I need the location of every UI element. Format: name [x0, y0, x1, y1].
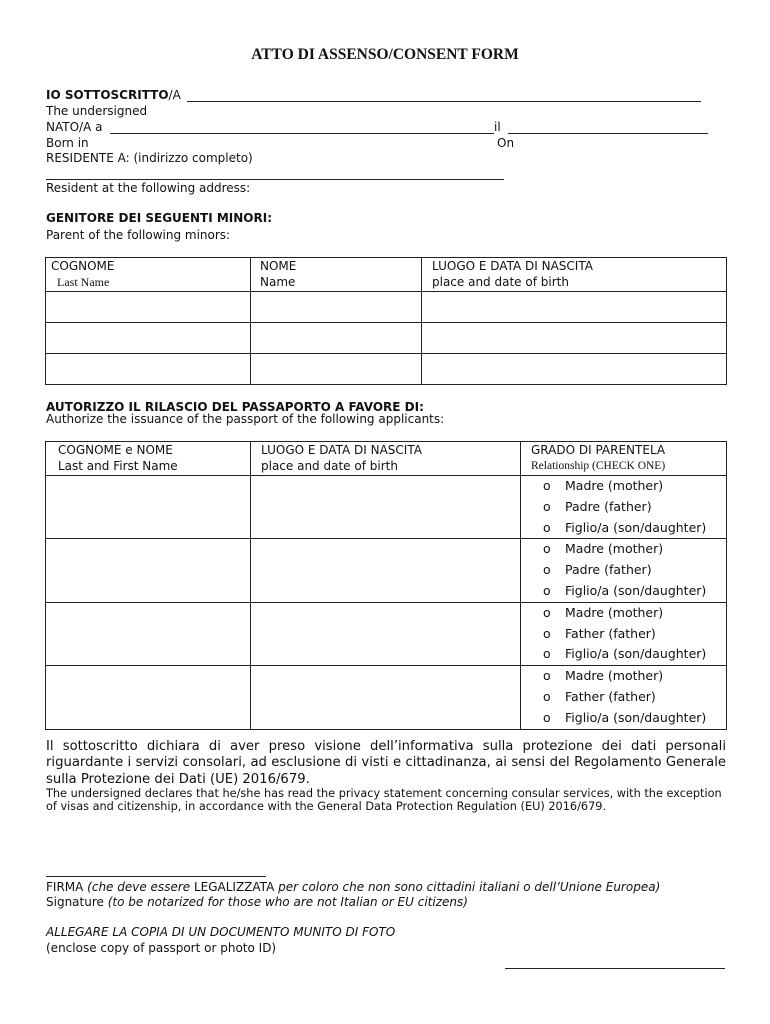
minors-heading-en: Parent of the following minors:: [46, 228, 231, 242]
applicants-col-birth: [251, 442, 521, 476]
applicant-birth-cell[interactable]: [251, 476, 521, 539]
sig-note-a: (to be notarized: [107, 895, 208, 909]
option-label: Figlio/a (son/daughter): [565, 582, 707, 598]
col-label-en: Name: [260, 275, 296, 289]
checkbox-circle-icon[interactable]: o: [543, 541, 551, 557]
date-place-field[interactable]: [505, 968, 725, 969]
option-mother[interactable]: [521, 603, 726, 624]
option-label: Madre (mother): [565, 668, 664, 684]
firma-note-b: per coloro che non sono cittadini italiani o dell’Unione Europea): [274, 880, 661, 894]
applicants-heading-en: Authorize the issuance of the passport of the following applicants:: [46, 412, 445, 426]
option-label: Madre (mother): [565, 541, 664, 557]
checkbox-circle-icon[interactable]: o: [543, 668, 551, 684]
option-child[interactable]: [521, 518, 726, 539]
applicant-row: [46, 602, 727, 665]
minors-col-birth: [422, 258, 727, 292]
col-label-it: GRADO DI PARENTELA: [531, 443, 666, 457]
firma-note-a: (che deve essere: [87, 880, 194, 894]
il-label: il: [494, 120, 501, 134]
signature-field[interactable]: [46, 876, 266, 877]
undersigned-en: The undersigned: [46, 104, 148, 118]
applicants-heading: AUTORIZZO IL RILASCIO DEL PASSAPORTO A FAVORE DI:: [46, 400, 424, 414]
option-mother[interactable]: [521, 539, 726, 560]
checkbox-circle-icon[interactable]: o: [543, 625, 551, 641]
col-label-it: COGNOME e NOME: [58, 443, 173, 457]
enclose-label: (enclose copy of passport or photo ID): [46, 941, 277, 955]
allegare-label: [46, 925, 395, 940]
signature-label: Signature: [46, 895, 104, 909]
checkbox-circle-icon[interactable]: o: [543, 562, 551, 578]
minors-heading: GENITORE DEI SEGUENTI MINORI:: [46, 211, 273, 225]
minor-name-cell[interactable]: [251, 354, 422, 385]
undersigned-name-field[interactable]: [187, 101, 701, 102]
minors-col-name: [251, 258, 422, 292]
option-father[interactable]: [521, 687, 726, 708]
residente-label: RESIDENTE A: (indirizzo completo): [46, 151, 253, 165]
option-label: Padre (father): [565, 498, 652, 514]
option-label: Figlio/a (son/daughter): [565, 519, 707, 535]
relationship-cell: [521, 539, 727, 602]
minor-row: [46, 292, 727, 323]
minor-row: [46, 323, 727, 354]
applicants-col-name: [46, 442, 251, 476]
minors-header-row: [46, 258, 727, 292]
relationship-cell: [521, 666, 727, 729]
allegare-text: ALLEGARE LA COPIA DI UN DOCUMENTO MUNITO DI FOTO: [46, 925, 396, 939]
applicant-name-cell[interactable]: [46, 666, 251, 729]
applicant-birth-cell[interactable]: [251, 539, 521, 602]
option-label: Padre (father): [565, 562, 652, 578]
page-title: ATTO DI ASSENSO/CONSENT FORM: [251, 46, 519, 63]
minor-lastname-cell[interactable]: [46, 354, 251, 385]
col-label-it: NOME: [260, 259, 297, 273]
minor-row: [46, 354, 727, 385]
option-label: Father (father): [565, 688, 656, 704]
option-father[interactable]: [521, 497, 726, 518]
firma-line: [46, 880, 660, 895]
applicants-header-row: [46, 442, 727, 476]
checkbox-circle-icon[interactable]: o: [543, 582, 551, 598]
birthplace-field[interactable]: [110, 133, 494, 134]
born-in-label: Born in: [46, 136, 89, 150]
minor-birth-cell[interactable]: [422, 354, 727, 385]
option-label: Father (father): [565, 625, 656, 641]
resident-en-label: Resident at the following address:: [46, 181, 251, 195]
firma-label: FIRMA: [46, 880, 84, 894]
option-label: Madre (mother): [565, 604, 664, 620]
minor-lastname-cell[interactable]: [46, 323, 251, 354]
option-label: Madre (mother): [565, 478, 664, 493]
applicant-name-cell[interactable]: [46, 476, 251, 539]
option-father[interactable]: [521, 560, 726, 581]
signature-line: [46, 895, 468, 910]
minors-col-lastname: [46, 258, 251, 292]
checkbox-circle-icon[interactable]: o: [543, 478, 551, 493]
applicant-birth-cell[interactable]: [251, 602, 521, 665]
nato-label: NATO/A a: [46, 120, 103, 134]
option-mother[interactable]: [521, 666, 726, 687]
checkbox-circle-icon[interactable]: o: [543, 498, 551, 514]
checkbox-circle-icon[interactable]: o: [543, 604, 551, 620]
checkbox-circle-icon[interactable]: o: [543, 646, 551, 662]
option-child[interactable]: [521, 581, 726, 602]
option-child[interactable]: [521, 644, 726, 665]
col-label-it: LUOGO E DATA DI NASCITA: [261, 443, 422, 457]
col-label-en: place and date of birth: [261, 459, 398, 473]
sig-note-b: for those who are not Italian or EU citizens): [207, 895, 468, 909]
col-label-en: Last Name: [57, 275, 110, 289]
relationship-cell: [521, 602, 727, 665]
minor-birth-cell[interactable]: [422, 323, 727, 354]
applicant-name-cell[interactable]: [46, 602, 251, 665]
io-suffix: /A: [168, 88, 181, 102]
applicant-row: [46, 476, 727, 539]
legalizzata-label: LEGALIZZATA: [193, 880, 275, 894]
col-label-en: Last and First Name: [58, 459, 178, 473]
applicant-row: [46, 666, 727, 729]
option-mother[interactable]: [521, 476, 726, 497]
checkbox-circle-icon[interactable]: o: [543, 688, 551, 704]
minor-lastname-cell[interactable]: [46, 292, 251, 323]
minor-birth-cell[interactable]: [422, 292, 727, 323]
address-field[interactable]: [46, 179, 504, 180]
option-father[interactable]: [521, 624, 726, 645]
col-label-it: COGNOME: [51, 259, 115, 273]
col-label-it: LUOGO E DATA DI NASCITA: [432, 259, 593, 273]
io-sottoscritto-label: IO SOTTOSCRITTO: [46, 88, 169, 102]
checkbox-circle-icon[interactable]: o: [543, 519, 551, 535]
option-label: Figlio/a (son/daughter): [565, 709, 707, 725]
minor-name-cell[interactable]: [251, 323, 422, 354]
option-label: Figlio/a (son/daughter): [565, 646, 707, 662]
undersigned-label: [46, 88, 181, 103]
applicants-table: [45, 441, 727, 730]
privacy-statement-it: Il sottoscritto dichiara di aver preso visione dell’informativa sulla protezione dei dati personali riguardante i servizi consolari, ad esclusione di visti e cittadinanza, ai sensi del Regolamento Generale sulla Protezione dei Dati (UE) 2016/679.: [46, 739, 726, 787]
on-label: On: [497, 136, 515, 150]
checkbox-circle-icon[interactable]: o: [543, 709, 551, 725]
minor-name-cell[interactable]: [251, 292, 422, 323]
col-label-en: Relationship (CHECK ONE): [531, 460, 666, 472]
birthdate-field[interactable]: [508, 133, 708, 134]
applicant-name-cell[interactable]: [46, 539, 251, 602]
applicant-birth-cell[interactable]: [251, 666, 521, 729]
col-label-en: place and date of birth: [432, 275, 569, 289]
applicant-row: [46, 539, 727, 602]
option-child[interactable]: [521, 708, 726, 729]
minors-table: [45, 257, 727, 385]
relationship-cell: [521, 476, 727, 539]
applicants-col-relationship: [521, 442, 727, 476]
privacy-statement-en: The undersigned declares that he/she has read the privacy statement concerning consular services, with the exception of visas and citizenship, in accordance with the General Data Protection Regulation (EU) 2016/679.: [46, 787, 722, 813]
